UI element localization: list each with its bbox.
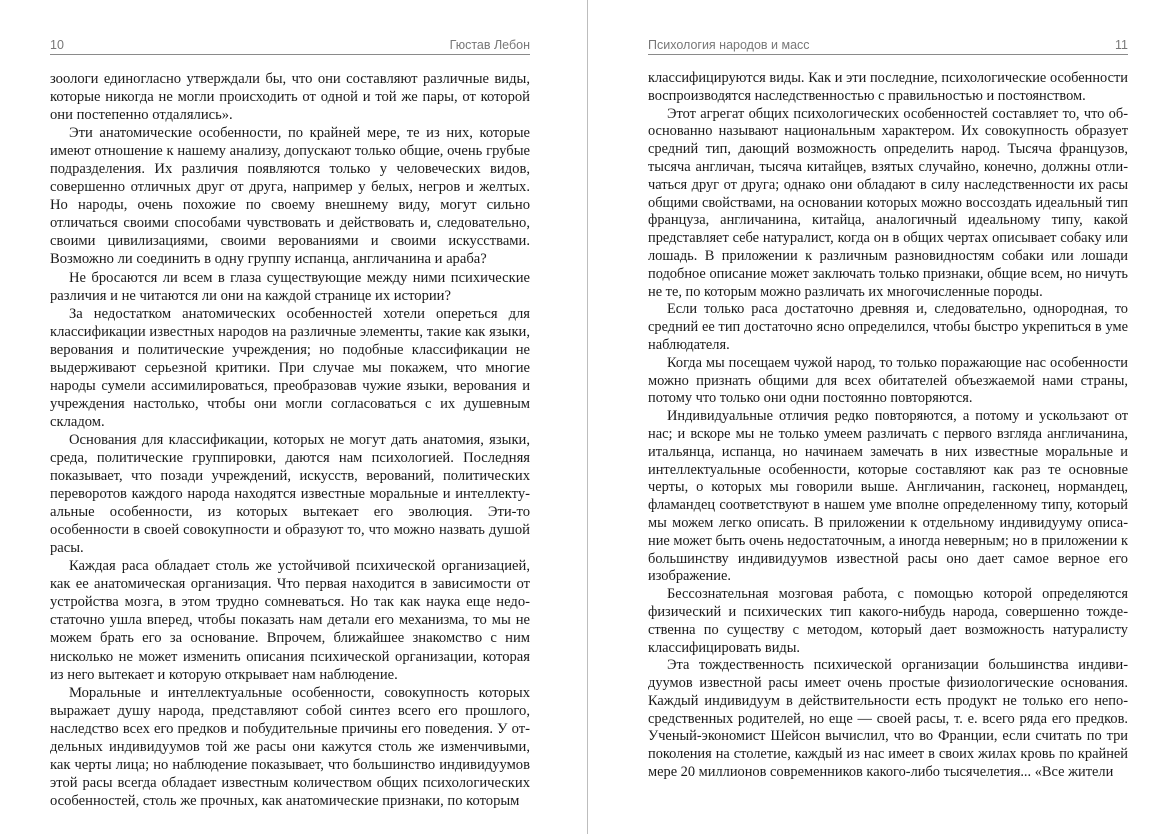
paragraph: Индивидуальные отличия редко повторяются, а потому и ускользают от нас; и вскоре мы не только умеем различать с первого взгляда англичанина, итальянца, испанца, но начинаем замечать в них известные моральные и интеллектуальные особенности, которые составляют как раз те основные черты, о которых мы говорили выше. Англичанин, гасконец, нормандец, фламандец соответствуют в нашем уме вполне определенному типу, который мы можем легко описать. В приложении к отдельному индивидууму описание может быть очень недостаточным, а иногда неверным; но в приложении к большинству индивидуумов известной расы оно дает самое верное его изображение. (648, 408, 1128, 585)
paragraph: Каждая раса обладает столь же устойчивой психической организацией, как ее анатомическая организация. Что первая находится в зависимости от устройства мозга, в этом трудно сомневаться. Но так как наука еще недостаточно ушла вперед, чтобы показать нам детали его механизма, то мы не можем брать его за основание. Впрочем, ближайшее знакомство с ним нисколько не может изменить описания психической организации, которая из него вытекает и которую открывает нам наблюдение. (50, 558, 530, 683)
paragraph: Моральные и интеллектуальные особенности, совокупность которых выражает душу народа, представляют собой синтез всего его прошлого, наследство всех его предков и побудительные причины его поведения. У отдельных индивидуумов той же расы они кажутся столь же изменчивыми, как черты лица; но наблюдение показывает, что большинство индивидуумов этой расы всегда обладает известным количеством общих психологических особенностей, столь же прочных, как анатомические признаки, по которым (50, 684, 530, 809)
left-running-head (50, 38, 530, 55)
left-page-number: 10 (50, 38, 64, 52)
paragraph: Не бросаются ли всем в глаза существующие между ними психические различия и не читаются ли они на каждой странице их истории? (50, 269, 530, 304)
left-page-text (50, 70, 530, 810)
paragraph: Этот агрегат общих психологических особенностей составляет то, что обоснованно называют национальным характером. Их совокупность образует средний тип, дающий возможность определить народ. Тысяча французов, тысяча англичан, тысяча китайцев, взятых случайно, конечно, должны отличаться друг от друга; однако они обладают в силу наследственности их расы общими свойствами, на основании которых можно воссоздать идеальный тип француза, англичанина, китайца, аналогичный идеальному типу, какой представляет себе натуралист, когда он в общих чертах описывает собаку или лошадь. В приложении к различным разновидностям собаки или лошади подобное описание может заключать только признаки, общие всем, но ничуть не те, по которым можно различать их многочисленные породы. (648, 105, 1128, 300)
right-running-title: Психология народов и масс (648, 38, 810, 52)
right-running-head (648, 38, 1128, 55)
gutter-divider (587, 0, 588, 834)
paragraph: Когда мы посещаем чужой народ, то только поражающие нас особенности можно признать общими для всех обитателей объезжаемой нами страны, потому что только они одни постоянно повторяются. (648, 354, 1128, 407)
right-page-number: 11 (1115, 38, 1128, 52)
paragraph: зоологи единогласно утверждали бы, что они составляют различные виды, которые никогда не могли происходить от одной и той же пары, от которой они постепенно отдалялись». (50, 71, 530, 124)
left-running-title: Гюстав Лебон (449, 38, 530, 52)
right-page-text (648, 70, 1128, 782)
paragraph: Эти анатомические особенности, по крайней мере, те из них, которые имеют отношение к нашему анализу, допускают только общие, очень грубые подразделения. Их различия появляются только у человеческих видов, совершенно отличных друг от друга, например у белых, негров и желтых. Но народы, очень похожие по своему внешнему виду, могут сильно отличаться своими способами чувствовать и действовать и, следовательно, своими цивилизациями, своими верованиями и своими искусствами. Возможно ли соединить в одну группу испанца, англичанина и араба? (50, 125, 530, 268)
paragraph: Эта тождественность психической организации большинства индивидуумов известной расы имеет очень простые физиологические основания. Каждый индивидуум в действительности есть продукт не только его непосредственных родителей, но еще — своей расы, т. е. всего ряда его предков. Ученый-экономист Шейсон вычислил, что во Франции, если считать по три поколения на столетие, каждый из нас имеет в своих жилах кровь по крайней мере 20 миллионов современников какого-либо тысячелетия... «Все жители (648, 657, 1128, 781)
paragraph: Если только раса достаточно древняя и, следовательно, однородная, то средний ее тип достаточно ясно определился, чтобы быстро укрепиться в уме наблюдателя. (648, 301, 1128, 353)
paragraph: классифицируются виды. Как и эти последние, психологические особенности воспроизводятся наследственностью с правильностью и постоянством. (648, 70, 1128, 104)
paragraph: Бессознательная мозговая работа, с помощью которой определяются физический и психических тип какого-нибудь народа, совершенно тождественна по существу с методом, который дает возможность натуралисту классифицировать виды. (648, 586, 1128, 656)
paragraph: За недостатком анатомических особенностей хотели опереться для классификации известных народов на различные элементы, такие как языки, верования и политические учреждения; но подобные классификации не выдерживают серьезной критики. При случае мы покажем, что многие народы сумели ассимилироваться, преобразовав чужие языки, верования и учреждения настолько, чтобы они могли согласоваться с их душевным складом. (50, 305, 530, 430)
paragraph: Основания для классификации, которых не могут дать анатомия, языки, среда, политические группировки, даются нам психологией. Последняя показывает, что позади учреждений, искусств, верований, политических переворотов каждого народа находятся известные моральные и интеллектуальные особенности, из которых вытекает его эволюция. Эти-то особенности в своей совокупности и образуют то, что можно назвать душой расы. (50, 431, 530, 557)
